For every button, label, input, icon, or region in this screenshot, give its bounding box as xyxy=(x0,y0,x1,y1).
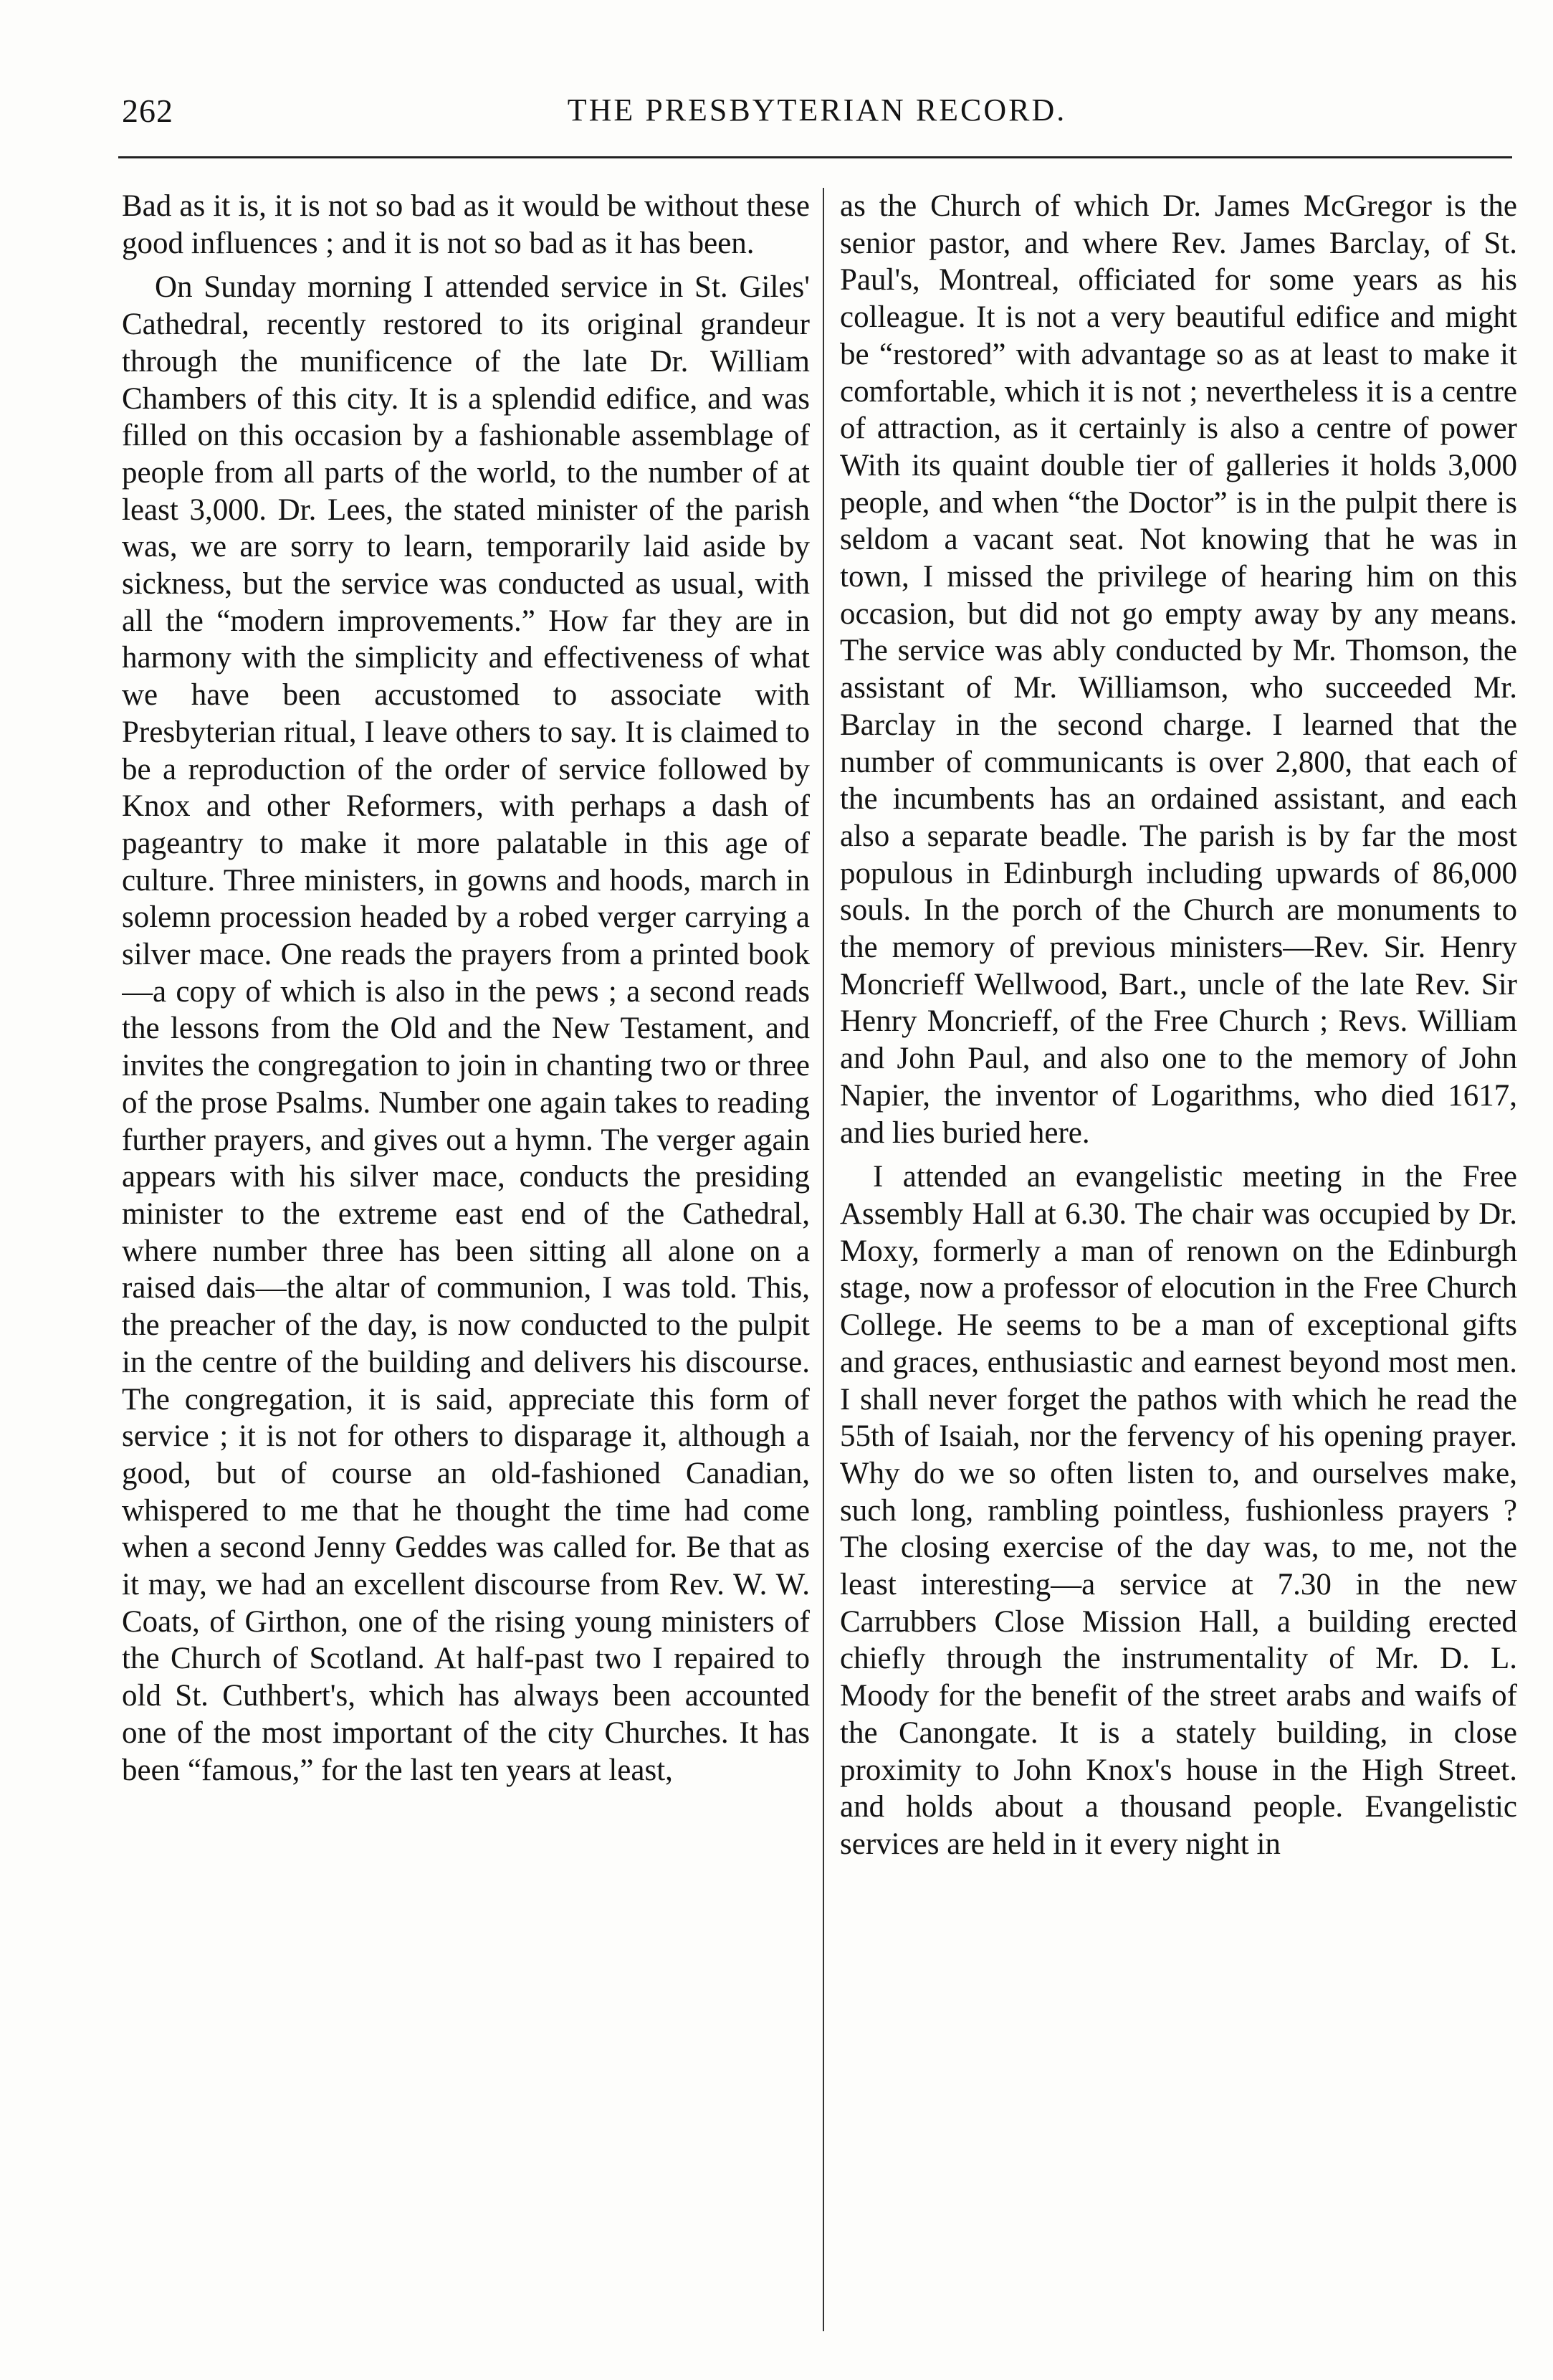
left-column xyxy=(122,188,810,2331)
column-divider xyxy=(823,188,824,2331)
paragraph: as the Church of which Dr. James McGregor is the senior pastor, and where Rev. James Barclay, of St. Paul's, Montreal, officiated for some years as his colleague. It is not a very beautiful edifice and might be “restored” with advantage so as at least to make it comfortable, which it is not ; nevertheless it is a centre of attraction, as it certainly is also a centre of power With its quaint double tier of galleries it holds 3,000 people, and when “the Doctor” is in the pulpit there is seldom a vacant seat. Not knowing that he was in town, I missed the privilege of hearing him on this occasion, but did not go empty away by any means. The service was ably conducted by Mr. Thomson, the assistant of Mr. Williamson, who succeeded Mr. Barclay in the second charge. I learned that the number of communicants is over 2,800, that each of the incumbents has an ordained assistant, and each also a separate beadle. The parish is by far the most populous in Edinburgh including upwards of 86,000 souls. In the porch of the Church are monuments to the memory of previous ministers—Rev. Sir. Henry Moncrieff Wellwood, Bart., uncle of the late Rev. Sir Henry Moncrieff, of the Free Church ; Revs. William and John Paul, and also one to the memory of John Napier, the inventor of Logarithms, who died 1617, and lies buried here. xyxy=(840,189,1517,1150)
paragraph: On Sunday morning I attended service in St. Giles' Cathedral, recently restored to its original grandeur through the munificence of the late Dr. William Chambers of this city. It is a splendid edifice, and was filled on this occasion by a fashionable assemblage of people from all parts of the world, to the number of at least 3,000. Dr. Lees, the stated minister of the parish was, we are sorry to learn, temporarily laid aside by sickness, but the service was conducted as usual, with all the “modern improvements.” How far they are in harmony with the simplicity and effectiveness of what we have been accustomed to associate with Presbyterian ritual, I leave others to say. It is claimed to be a reproduction of the order of service followed by Knox and other Reformers, with perhaps a dash of pageantry to make it more palatable in this age of culture. Three ministers, in gowns and hoods, march in solemn procession headed by a robed verger carrying a silver mace. One reads the prayers from a printed book—a copy of which is also in the pews ; a second reads the lessons from the Old and the New Testament, and invites the congregation to join in chanting two or three of the prose Psalms. Number one again takes to reading further prayers, and gives out a hymn. The verger again appears with his silver mace, conducts the presiding minister to the extreme east end of the Cathedral, where number three has been sitting all alone on a raised dais—the altar of communion, I was told. This, the preacher of the day, is now conducted to the pulpit in the centre of the building and delivers his discourse. The congregation, it is said, appreciate this form of service ; it is not for others to disparage it, although a good, but of course an old-fashioned Canadian, whispered to me that he thought the time had come when a second Jenny Geddes was called for. Be that as it may, we had an excellent discourse from Rev. W. W. Coats, of Girthon, one of the rising young ministers of the Church of Scotland. At half-past two I repaired to old St. Cuthbert's, which has always been accounted one of the most important of the city Churches. It has been “famous,” for the last ten years at least, xyxy=(122,270,810,1787)
header-rule xyxy=(118,156,1512,158)
running-title: THE PRESBYTERIAN RECORD. xyxy=(567,92,1067,128)
page-header xyxy=(122,92,1512,142)
paragraph: I attended an evangelistic meeting in the Free Assembly Hall at 6.30. The chair was occupied by Dr. Moxy, formerly a man of renown on the Edinburgh stage, now a professor of elocution in the Free Church College. He seems to be a man of exceptional gifts and graces, enthusiastic and earnest beyond most men. I shall never forget the pathos with which he read the 55th of Isaiah, nor the fervency of his opening prayer. Why do we so often listen to, and ourselves make, such long, rambling pointless, fushionless prayers ? The closing exercise of the day was, to me, not the least interesting—a service at 7.30 in the new Carrubbers Close Mission Hall, a building erected chiefly through the instrumentality of Mr. D. L. Moody for the benefit of the street arabs and waifs of the Canongate. It is a stately building, in close proximity to John Knox's house in the High Street. and holds about a thousand people. Evangelistic services are held in it every night in xyxy=(840,1160,1517,1861)
paragraph: Bad as it is, it is not so bad as it would be without these good influences ; and it is not so bad as it has been. xyxy=(122,189,810,260)
right-column xyxy=(840,188,1517,2331)
page-number: 262 xyxy=(122,92,173,129)
